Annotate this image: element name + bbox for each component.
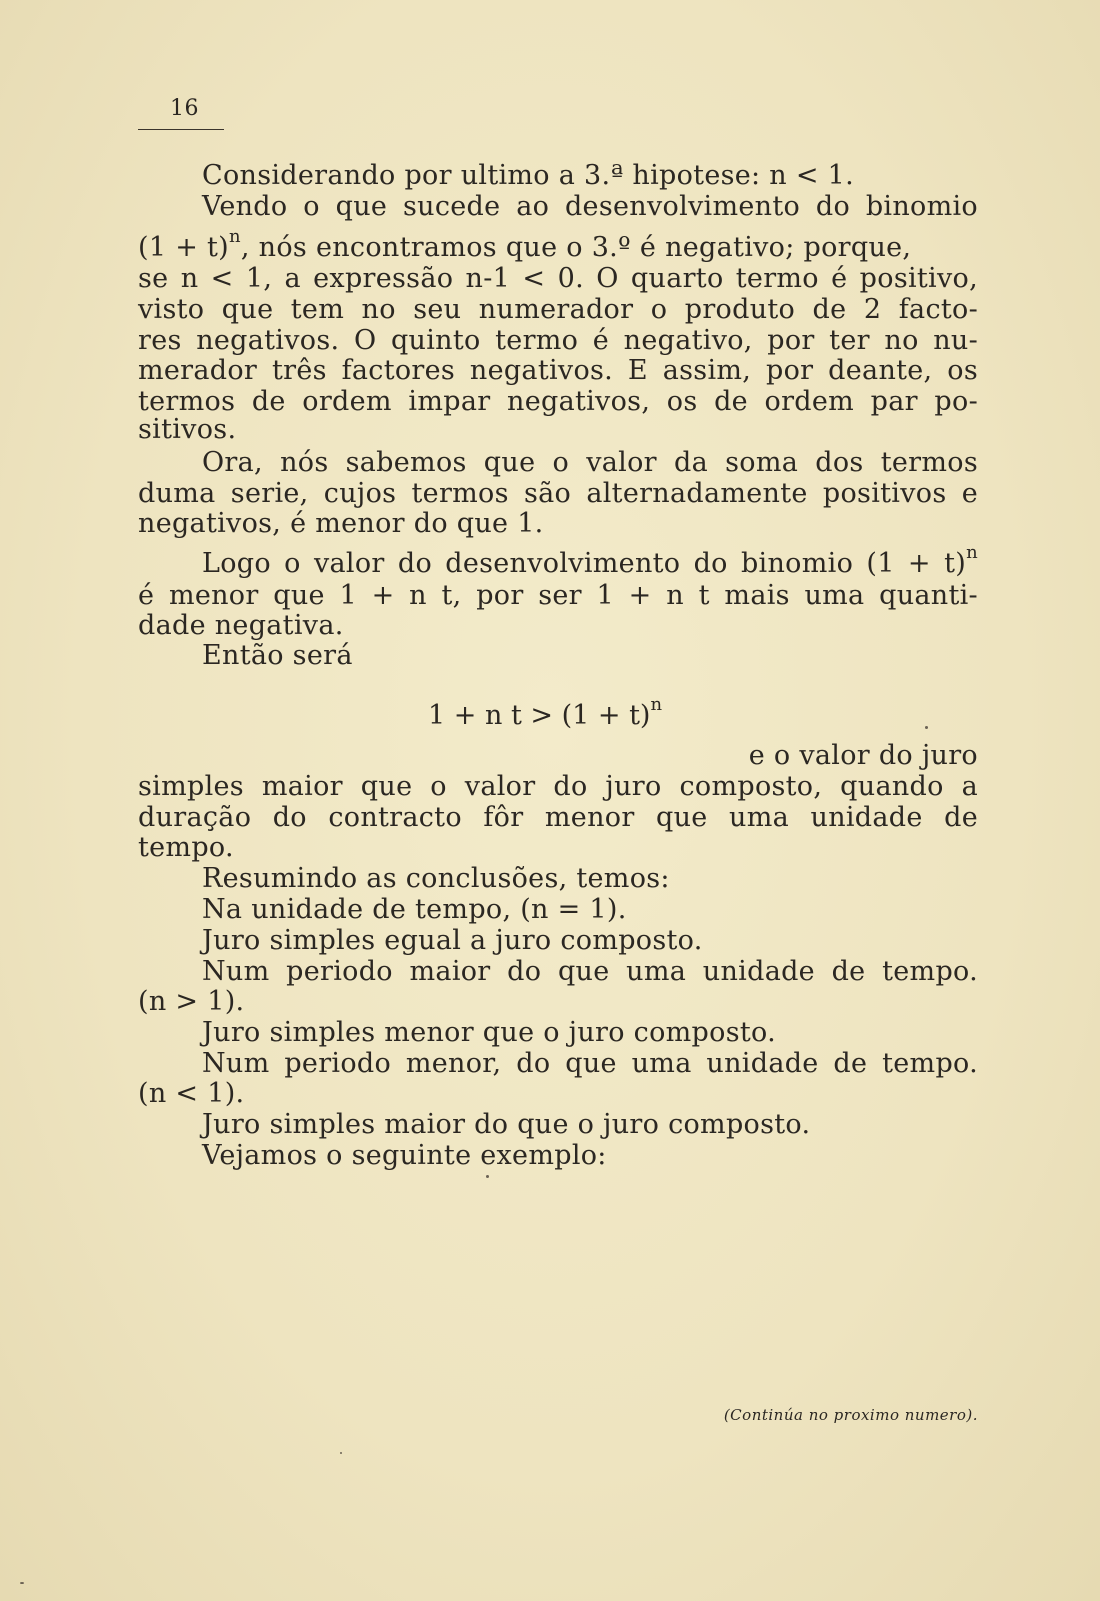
text-line-binomial-2: [202, 542, 978, 582]
paper-speck: [925, 726, 928, 729]
text-line: Vendo o que sucede ao desenvolvimento do binomio: [202, 191, 978, 222]
formula: [428, 694, 663, 734]
page-number-rule: [138, 129, 224, 130]
text-line: dade negativa.: [138, 610, 344, 641]
binomial-exponent: n: [228, 226, 241, 247]
continuation-note: (Continúa no proximo numero).: [723, 1406, 978, 1424]
text-line: merador três factores negativos. E assim, por deante, os: [138, 355, 978, 386]
paper-speck: [486, 1175, 489, 1178]
text-line: e o valor do juro: [748, 740, 978, 771]
text-line: Juro simples maior do que o juro composto.: [202, 1109, 811, 1140]
text-line: visto que tem no seu numerador o produto de 2 facto-: [138, 294, 978, 325]
text-line: é menor que 1 + n t, por ser 1 + n t mais uma quanti-: [138, 580, 978, 611]
text-line: Então será: [202, 640, 353, 671]
paper-speck: [20, 1582, 24, 1584]
text-line: Juro simples egual a juro composto.: [202, 925, 703, 956]
text-line: simples maior que o valor do juro composto, quando a: [138, 771, 978, 802]
text-line: (n < 1).: [138, 1078, 245, 1109]
text-line-lead: Logo o valor do desenvolvimento do binomio (1 + t): [202, 548, 967, 579]
binomial-exponent: n: [966, 542, 978, 563]
text-line: Ora, nós sabemos que o valor da soma dos termos: [202, 447, 978, 478]
paper-speck: [340, 1452, 342, 1454]
formula-exponent: n: [650, 694, 663, 715]
text-line-binomial: [138, 226, 978, 266]
text-line: Vejamos o seguinte exemplo:: [202, 1140, 607, 1171]
text-line: Num periodo menor, do que uma unidade de tempo.: [202, 1048, 978, 1079]
text-line-rest: , nós encontramos que o 3.º é negativo; porque,: [240, 232, 912, 263]
text-line: termos de ordem impar negativos, os de ordem par po-: [138, 386, 978, 417]
text-line: tempo.: [138, 832, 234, 863]
formula-body: 1 + n t > (1 + t): [428, 700, 651, 731]
text-line: duração do contracto fôr menor que uma unidade de: [138, 802, 978, 833]
binomial-base: (1 + t): [138, 232, 229, 263]
text-line: sitivos.: [138, 414, 237, 445]
text-line: (n > 1).: [138, 986, 245, 1017]
text-line: Juro simples menor que o juro composto.: [202, 1017, 776, 1048]
text-line: Resumindo as conclusões, temos:: [202, 863, 670, 894]
text-line: se n < 1, a expressão n-1 < 0. O quarto termo é positivo,: [138, 263, 978, 294]
text-line: Na unidade de tempo, (n = 1).: [202, 894, 627, 925]
text-line: Num periodo maior do que uma unidade de tempo.: [202, 956, 978, 987]
text-line: negativos, é menor do que 1.: [138, 508, 544, 539]
page-number: 16: [170, 96, 199, 121]
text-line: duma serie, cujos termos são alternadamente positivos e: [138, 478, 978, 509]
text-line: Considerando por ultimo a 3.ª hipotese: n < 1.: [202, 160, 855, 191]
text-line: res negativos. O quinto termo é negativo, por ter no nu-: [138, 325, 978, 356]
